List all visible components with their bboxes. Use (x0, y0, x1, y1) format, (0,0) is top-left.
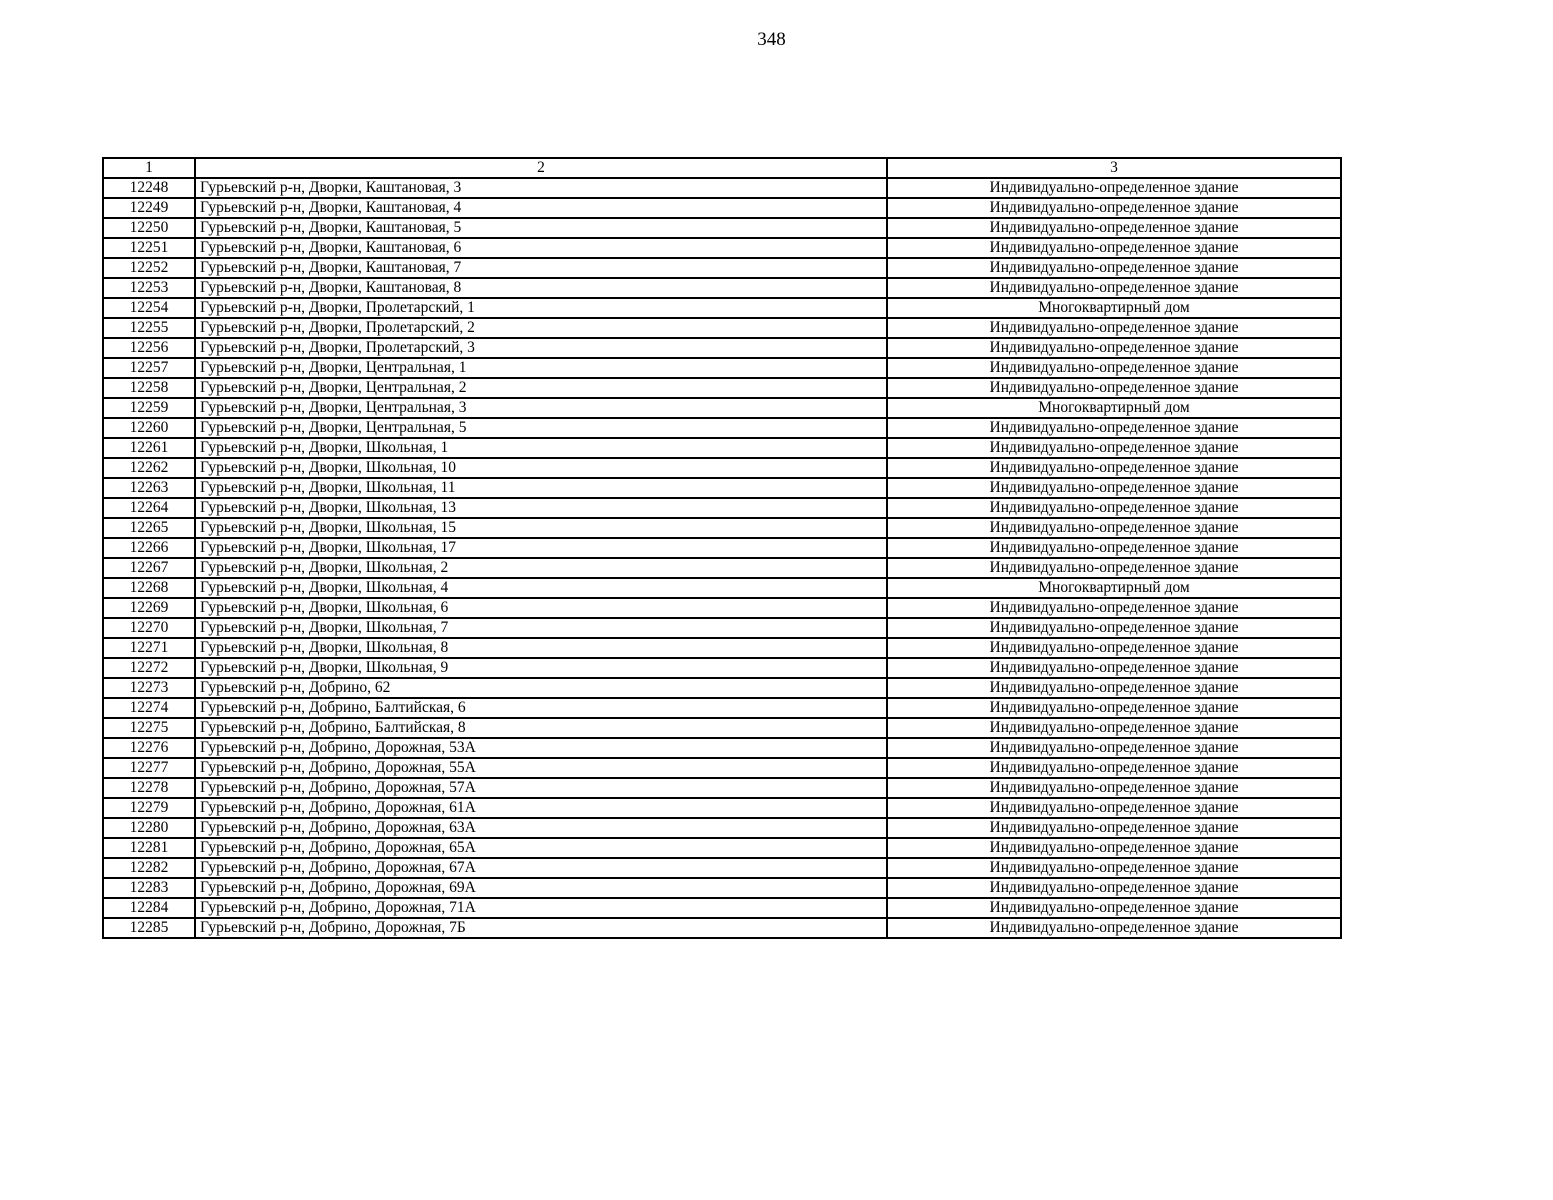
address-cell: Гурьевский р-н, Дворки, Пролетарский, 2 (195, 318, 887, 338)
address-cell: Гурьевский р-н, Добрино, Дорожная, 63А (195, 818, 887, 838)
address-cell: Гурьевский р-н, Дворки, Школьная, 6 (195, 598, 887, 618)
address-cell: Гурьевский р-н, Добрино, 62 (195, 678, 887, 698)
building-type-cell: Индивидуально-определенное здание (887, 838, 1341, 858)
table-row (103, 738, 1341, 758)
building-type-cell: Индивидуально-определенное здание (887, 418, 1341, 438)
building-type-cell: Индивидуально-определенное здание (887, 878, 1341, 898)
address-cell: Гурьевский р-н, Дворки, Школьная, 7 (195, 618, 887, 638)
building-type-cell: Индивидуально-определенное здание (887, 658, 1341, 678)
row-number-cell: 12276 (103, 738, 195, 758)
address-cell: Гурьевский р-н, Добрино, Дорожная, 53А (195, 738, 887, 758)
address-cell: Гурьевский р-н, Дворки, Каштановая, 8 (195, 278, 887, 298)
row-number-cell: 12271 (103, 638, 195, 658)
table-row (103, 238, 1341, 258)
table-row (103, 878, 1341, 898)
row-number-cell: 12282 (103, 858, 195, 878)
building-type-cell: Индивидуально-определенное здание (887, 698, 1341, 718)
row-number-cell: 12280 (103, 818, 195, 838)
row-number-cell: 12254 (103, 298, 195, 318)
row-number-cell: 12260 (103, 418, 195, 438)
row-number-cell: 12272 (103, 658, 195, 678)
address-cell: Гурьевский р-н, Дворки, Каштановая, 5 (195, 218, 887, 238)
building-type-cell: Индивидуально-определенное здание (887, 458, 1341, 478)
row-number-cell: 12285 (103, 918, 195, 938)
row-number-cell: 12253 (103, 278, 195, 298)
address-cell: Гурьевский р-н, Добрино, Дорожная, 69А (195, 878, 887, 898)
table-row (103, 258, 1341, 278)
table-row (103, 338, 1341, 358)
table-row (103, 198, 1341, 218)
row-number-cell: 12262 (103, 458, 195, 478)
table-row (103, 658, 1341, 678)
address-cell: Гурьевский р-н, Дворки, Пролетарский, 3 (195, 338, 887, 358)
table-row (103, 298, 1341, 318)
table-row (103, 678, 1341, 698)
row-number-cell: 12270 (103, 618, 195, 638)
building-type-cell: Индивидуально-определенное здание (887, 758, 1341, 778)
row-number-cell: 12267 (103, 558, 195, 578)
page-number: 348 (757, 29, 786, 50)
address-cell: Гурьевский р-н, Дворки, Школьная, 9 (195, 658, 887, 678)
address-cell: Гурьевский р-н, Дворки, Центральная, 2 (195, 378, 887, 398)
building-type-cell: Индивидуально-определенное здание (887, 478, 1341, 498)
building-type-cell: Многоквартирный дом (887, 398, 1341, 418)
row-number-cell: 12263 (103, 478, 195, 498)
table-row (103, 378, 1341, 398)
address-cell: Гурьевский р-н, Дворки, Школьная, 2 (195, 558, 887, 578)
table-body (103, 178, 1341, 938)
table-row (103, 698, 1341, 718)
building-type-cell: Индивидуально-определенное здание (887, 358, 1341, 378)
address-cell: Гурьевский р-н, Дворки, Школьная, 4 (195, 578, 887, 598)
table-header (103, 158, 1341, 178)
building-type-cell: Индивидуально-определенное здание (887, 778, 1341, 798)
address-cell: Гурьевский р-н, Дворки, Школьная, 8 (195, 638, 887, 658)
table-row (103, 778, 1341, 798)
table-row (103, 598, 1341, 618)
row-number-cell: 12250 (103, 218, 195, 238)
building-type-cell: Индивидуально-определенное здание (887, 898, 1341, 918)
row-number-cell: 12283 (103, 878, 195, 898)
address-cell: Гурьевский р-н, Добрино, Дорожная, 71А (195, 898, 887, 918)
address-cell: Гурьевский р-н, Добрино, Дорожная, 65А (195, 838, 887, 858)
row-number-cell: 12264 (103, 498, 195, 518)
address-cell: Гурьевский р-н, Дворки, Пролетарский, 1 (195, 298, 887, 318)
row-number-cell: 12255 (103, 318, 195, 338)
building-type-cell: Индивидуально-определенное здание (887, 218, 1341, 238)
building-type-cell: Индивидуально-определенное здание (887, 318, 1341, 338)
address-cell: Гурьевский р-н, Дворки, Центральная, 1 (195, 358, 887, 378)
row-number-cell: 12252 (103, 258, 195, 278)
building-type-cell: Индивидуально-определенное здание (887, 798, 1341, 818)
table-row (103, 538, 1341, 558)
header-col-1: 1 (103, 158, 195, 178)
address-cell: Гурьевский р-н, Добрино, Дорожная, 55А (195, 758, 887, 778)
address-cell: Гурьевский р-н, Дворки, Центральная, 5 (195, 418, 887, 438)
table-row (103, 218, 1341, 238)
building-type-cell: Индивидуально-определенное здание (887, 238, 1341, 258)
row-number-cell: 12258 (103, 378, 195, 398)
table-row (103, 498, 1341, 518)
building-type-cell: Индивидуально-определенное здание (887, 638, 1341, 658)
building-type-cell: Индивидуально-определенное здание (887, 518, 1341, 538)
row-number-cell: 12274 (103, 698, 195, 718)
table-row (103, 638, 1341, 658)
table-row (103, 618, 1341, 638)
address-cell: Гурьевский р-н, Дворки, Каштановая, 7 (195, 258, 887, 278)
address-cell: Гурьевский р-н, Дворки, Школьная, 1 (195, 438, 887, 458)
row-number-cell: 12249 (103, 198, 195, 218)
table-row (103, 398, 1341, 418)
address-cell: Гурьевский р-н, Добрино, Дорожная, 57А (195, 778, 887, 798)
row-number-cell: 12277 (103, 758, 195, 778)
table-row (103, 578, 1341, 598)
table-row (103, 898, 1341, 918)
building-type-cell: Индивидуально-определенное здание (887, 558, 1341, 578)
table-row (103, 318, 1341, 338)
building-type-cell: Индивидуально-определенное здание (887, 738, 1341, 758)
building-type-cell: Индивидуально-определенное здание (887, 198, 1341, 218)
building-type-cell: Индивидуально-определенное здание (887, 818, 1341, 838)
building-type-cell: Индивидуально-определенное здание (887, 718, 1341, 738)
row-number-cell: 12266 (103, 538, 195, 558)
building-type-cell: Индивидуально-определенное здание (887, 538, 1341, 558)
table-row (103, 518, 1341, 538)
table-row (103, 438, 1341, 458)
building-type-cell: Индивидуально-определенное здание (887, 338, 1341, 358)
building-type-cell: Многоквартирный дом (887, 298, 1341, 318)
row-number-cell: 12284 (103, 898, 195, 918)
building-type-cell: Индивидуально-определенное здание (887, 858, 1341, 878)
table-row (103, 358, 1341, 378)
building-type-cell: Индивидуально-определенное здание (887, 918, 1341, 938)
table-row (103, 818, 1341, 838)
table-row (103, 918, 1341, 938)
row-number-cell: 12275 (103, 718, 195, 738)
address-cell: Гурьевский р-н, Добрино, Дорожная, 67А (195, 858, 887, 878)
address-cell: Гурьевский р-н, Дворки, Школьная, 11 (195, 478, 887, 498)
building-type-cell: Индивидуально-определенное здание (887, 438, 1341, 458)
table-row (103, 278, 1341, 298)
row-number-cell: 12248 (103, 178, 195, 198)
address-cell: Гурьевский р-н, Дворки, Школьная, 17 (195, 538, 887, 558)
row-number-cell: 12279 (103, 798, 195, 818)
address-cell: Гурьевский р-н, Добрино, Дорожная, 7Б (195, 918, 887, 938)
building-type-cell: Индивидуально-определенное здание (887, 378, 1341, 398)
building-type-cell: Индивидуально-определенное здание (887, 678, 1341, 698)
row-number-cell: 12259 (103, 398, 195, 418)
building-type-cell: Индивидуально-определенное здание (887, 258, 1341, 278)
row-number-cell: 12269 (103, 598, 195, 618)
registry-table (102, 157, 1342, 939)
address-cell: Гурьевский р-н, Дворки, Каштановая, 6 (195, 238, 887, 258)
building-type-cell: Индивидуально-определенное здание (887, 278, 1341, 298)
table-row (103, 458, 1341, 478)
row-number-cell: 12278 (103, 778, 195, 798)
building-type-cell: Индивидуально-определенное здание (887, 598, 1341, 618)
row-number-cell: 12268 (103, 578, 195, 598)
row-number-cell: 12251 (103, 238, 195, 258)
table-row (103, 718, 1341, 738)
building-type-cell: Многоквартирный дом (887, 578, 1341, 598)
row-number-cell: 12256 (103, 338, 195, 358)
address-cell: Гурьевский р-н, Дворки, Каштановая, 3 (195, 178, 887, 198)
table-row (103, 798, 1341, 818)
table-row (103, 478, 1341, 498)
address-cell: Гурьевский р-н, Дворки, Школьная, 13 (195, 498, 887, 518)
address-cell: Гурьевский р-н, Дворки, Каштановая, 4 (195, 198, 887, 218)
table-row (103, 178, 1341, 198)
header-col-2: 2 (195, 158, 887, 178)
row-number-cell: 12273 (103, 678, 195, 698)
address-cell: Гурьевский р-н, Дворки, Школьная, 15 (195, 518, 887, 538)
table-row (103, 858, 1341, 878)
address-cell: Гурьевский р-н, Добрино, Балтийская, 6 (195, 698, 887, 718)
table-row (103, 758, 1341, 778)
header-row (103, 158, 1341, 178)
table-row (103, 558, 1341, 578)
row-number-cell: 12265 (103, 518, 195, 538)
row-number-cell: 12281 (103, 838, 195, 858)
table-row (103, 838, 1341, 858)
table-row (103, 418, 1341, 438)
header-col-3: 3 (887, 158, 1341, 178)
address-cell: Гурьевский р-н, Дворки, Школьная, 10 (195, 458, 887, 478)
address-cell: Гурьевский р-н, Дворки, Центральная, 3 (195, 398, 887, 418)
address-cell: Гурьевский р-н, Добрино, Дорожная, 61А (195, 798, 887, 818)
building-type-cell: Индивидуально-определенное здание (887, 618, 1341, 638)
row-number-cell: 12261 (103, 438, 195, 458)
building-type-cell: Индивидуально-определенное здание (887, 178, 1341, 198)
building-type-cell: Индивидуально-определенное здание (887, 498, 1341, 518)
address-cell: Гурьевский р-н, Добрино, Балтийская, 8 (195, 718, 887, 738)
row-number-cell: 12257 (103, 358, 195, 378)
